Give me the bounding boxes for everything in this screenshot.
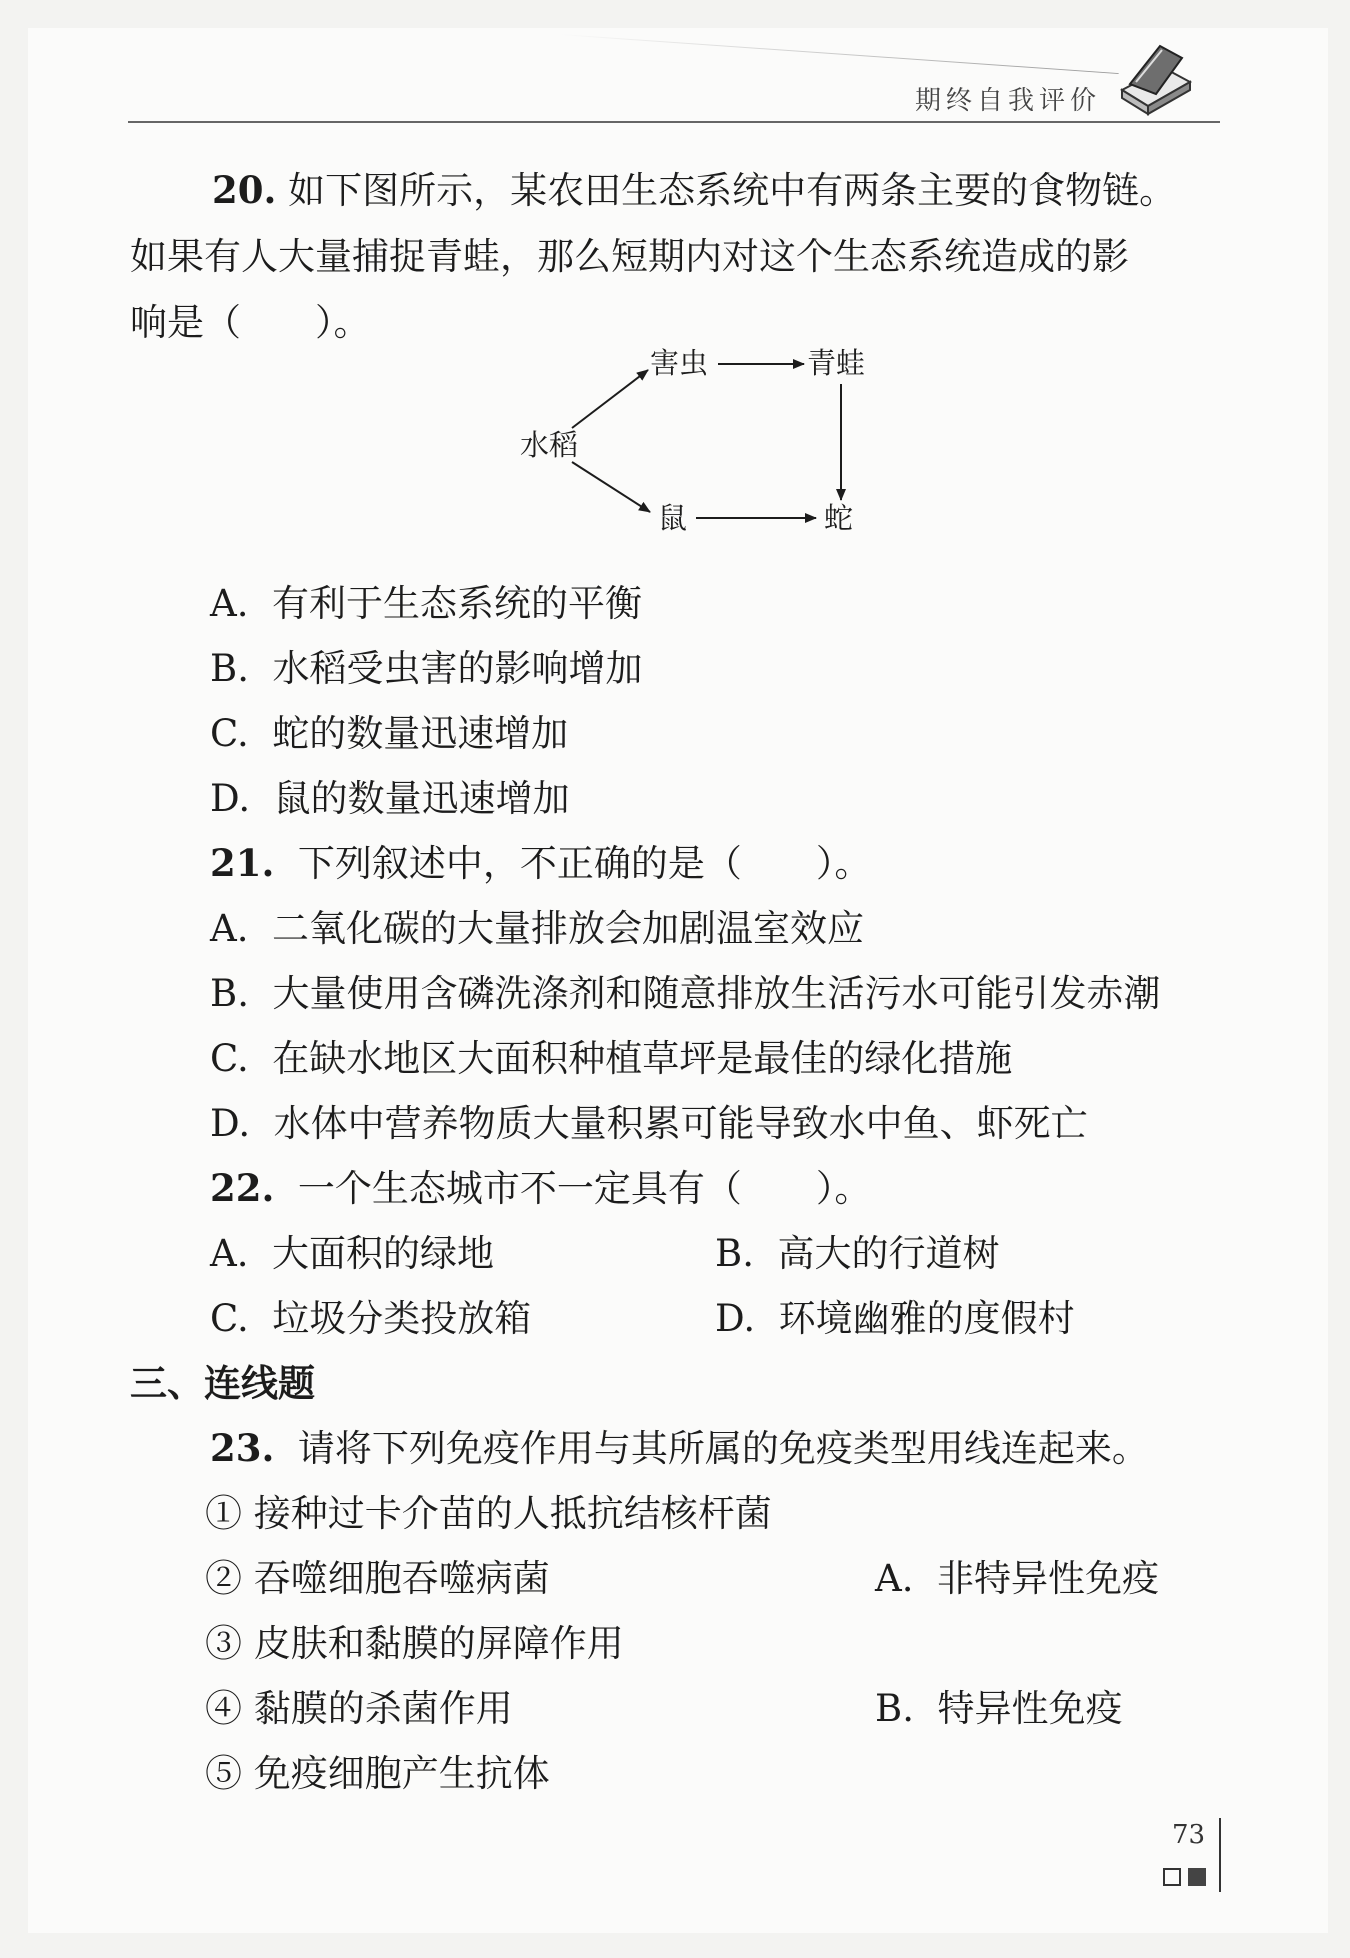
arrow-rice-pest <box>572 370 648 428</box>
q21-stem: 21. 下列叙述中，不正确的是（ ）。 <box>210 841 872 885</box>
q22-number: 22. <box>210 1166 275 1210</box>
empty-square-icon <box>1163 1868 1181 1886</box>
q20-line1: 如下图所示，某农田生态系统中有两条主要的食物链。 <box>288 169 1177 212</box>
q22-option-a: A. 大面积的绿地 <box>210 1232 495 1275</box>
q20-option-a: A. 有利于生态系统的平衡 <box>210 582 643 625</box>
q23-type-a: A. 非特异性免疫 <box>875 1557 1160 1600</box>
header-rule <box>128 121 1220 123</box>
q23-item-3: ③ 皮肤和黏膜的屏障作用 <box>205 1622 624 1665</box>
food-chain-diagram <box>510 340 890 545</box>
q20-option-b: B. 水稻受虫害的影响增加 <box>210 647 643 690</box>
page-number: 73 <box>1172 1820 1206 1850</box>
node-frog: 青蛙 <box>807 346 866 380</box>
q22-option-c: C. 垃圾分类投放箱 <box>210 1297 532 1340</box>
arrow-rice-mouse <box>572 462 650 512</box>
q20-line2: 如果有人大量捕捉青蛙，那么短期内对这个生态系统造成的影 <box>130 235 1129 278</box>
q20-number: 20. <box>212 168 277 212</box>
q21-option-c: C. 在缺水地区大面积种植草坪是最佳的绿化措施 <box>210 1037 1013 1080</box>
q23-item-1: ① 接种过卡介苗的人抵抗结核杆菌 <box>205 1492 772 1535</box>
q23-item-5: ⑤ 免疫细胞产生抗体 <box>205 1752 550 1795</box>
q21-number: 21. <box>210 841 275 885</box>
node-rice: 水稻 <box>520 428 579 462</box>
node-pest: 害虫 <box>650 346 709 380</box>
q23-stem: 23. 请将下列免疫作用与其所属的免疫类型用线连起来。 <box>210 1426 1149 1470</box>
node-snake: 蛇 <box>824 501 854 535</box>
page-number-rule <box>1219 1818 1221 1892</box>
q21-option-b: B. 大量使用含磷洗涤剂和随意排放生活污水可能引发赤潮 <box>210 972 1161 1015</box>
filled-square-icon <box>1188 1868 1206 1886</box>
q20-option-c: C. 蛇的数量迅速增加 <box>210 712 569 755</box>
q23-item-2: ② 吞噬细胞吞噬病菌 <box>205 1557 550 1600</box>
q21-option-a: A. 二氧化碳的大量排放会加剧温室效应 <box>210 907 865 950</box>
q23-type-b: B. 特异性免疫 <box>875 1687 1123 1730</box>
q22-option-d: D. 环境幽雅的度假村 <box>715 1297 1075 1340</box>
q21-option-d: D. 水体中营养物质大量积累可能导致水中鱼、虾死亡 <box>210 1102 1088 1145</box>
q22-stem: 22. 一个生态城市不一定具有（ ）。 <box>210 1166 872 1210</box>
header-title: 期终自我评价 <box>915 86 1102 116</box>
q20-option-d: D. 鼠的数量迅速增加 <box>210 777 570 820</box>
q20-stem <box>130 157 1220 356</box>
book-icon <box>1116 38 1194 116</box>
q23-item-4: ④ 黏膜的杀菌作用 <box>205 1687 513 1730</box>
section-title: 三、连线题 <box>130 1361 315 1405</box>
q22-option-b: B. 高大的行道树 <box>715 1232 1000 1275</box>
q20-line3: 响是（ ）。 <box>130 301 371 344</box>
node-mouse: 鼠 <box>658 501 688 535</box>
q23-number: 23. <box>210 1426 275 1470</box>
